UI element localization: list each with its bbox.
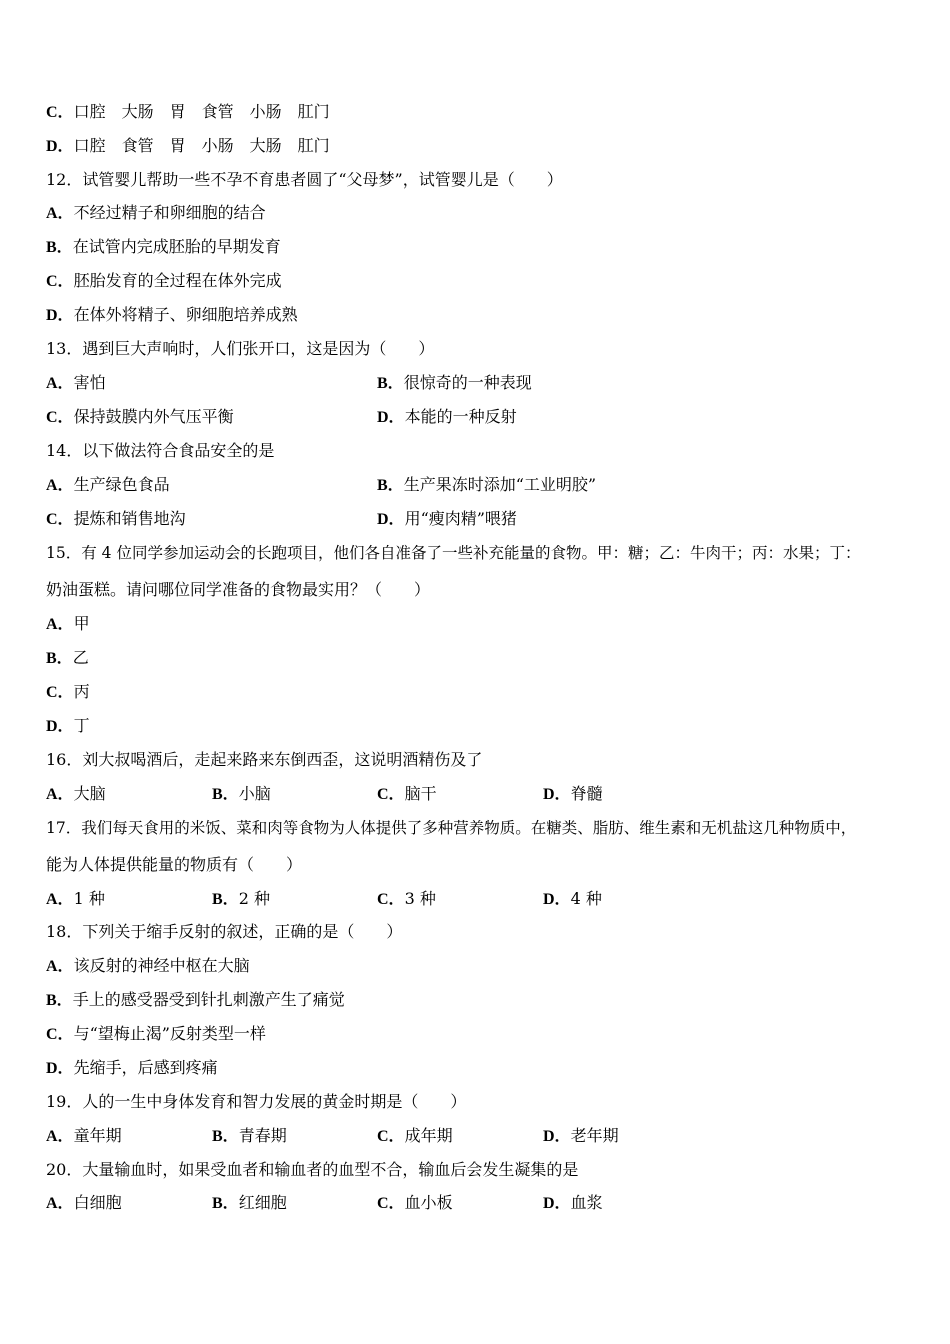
q16-option-b	[212, 784, 271, 804]
option-text: 生产果冻时添加“工业明胶”	[403, 475, 597, 494]
q15-option-a	[46, 614, 90, 634]
option-letter: D．	[377, 511, 405, 528]
q20-option-c	[377, 1193, 453, 1213]
option-text: 生产绿色食品	[73, 475, 170, 494]
option-letter: B．	[46, 239, 73, 256]
option-text: 提炼和销售地沟	[73, 509, 186, 528]
q16-option-c	[377, 784, 437, 804]
option-letter: C．	[377, 786, 405, 803]
q15-stem-line2: 奶油蛋糕。请问哪位同学准备的食物最实用？（ ）	[46, 580, 431, 599]
option-letter: A．	[46, 786, 74, 803]
option-text: 很惊奇的一种表现	[403, 373, 532, 392]
q17-stem-line2: 能为人体提供能量的物质有（ ）	[46, 855, 303, 874]
option-text: 不经过精子和卵细胞的结合	[73, 203, 266, 222]
option-letter: C．	[377, 891, 405, 908]
q13-option-a	[46, 373, 106, 393]
q18-option-a	[46, 956, 250, 976]
option-letter: A．	[46, 891, 74, 908]
option-letter: C．	[377, 1195, 405, 1212]
option-text: 手上的感受器受到针扎刺激产生了痛觉	[72, 990, 345, 1009]
option-text: 丙	[73, 682, 90, 701]
option-text: 本能的一种反射	[404, 407, 517, 426]
option-letter: C．	[46, 684, 74, 701]
option-text: 口腔 食管 胃 小肠 大肠 肛门	[73, 136, 330, 155]
q12-option-d	[46, 305, 298, 325]
option-letter: A．	[46, 616, 74, 633]
option-letter: B．	[377, 375, 404, 392]
q15-stem-line1: 15．有 4 位同学参加运动会的长跑项目，他们各自准备了一些补充能量的食物。甲：糖；乙：牛肉干；丙：水果；丁：	[46, 544, 861, 562]
q14-option-c	[46, 509, 186, 529]
option-letter: B．	[377, 477, 404, 494]
q18-option-d	[46, 1058, 218, 1078]
option-text: 丁	[73, 716, 90, 735]
q13-option-c	[46, 407, 234, 427]
option-letter: C．	[46, 409, 74, 426]
option-letter: A．	[46, 205, 74, 222]
option-letter: D．	[46, 718, 74, 735]
q15-option-c	[46, 682, 90, 702]
q13-stem: 13．遇到巨大声响时，人们张开口，这是因为（ ）	[46, 339, 435, 358]
option-letter: A．	[46, 375, 74, 392]
option-letter: A．	[46, 1195, 74, 1212]
option-letter: D．	[377, 409, 405, 426]
option-text: 口腔 大肠 胃 食管 小肠 肛门	[73, 102, 330, 121]
option-letter: A．	[46, 477, 74, 494]
option-letter: D．	[46, 1060, 74, 1077]
option-text: 童年期	[73, 1126, 122, 1145]
q16-stem: 16．刘大叔喝酒后，走起来路来东倒西歪，这说明酒精伤及了	[46, 750, 483, 769]
q15-option-b	[46, 648, 89, 668]
option-text: 白细胞	[73, 1193, 122, 1212]
q20-option-d	[543, 1193, 603, 1213]
option-text: 青春期	[238, 1126, 287, 1145]
q19-option-a	[46, 1126, 122, 1146]
q17-option-d	[543, 889, 602, 909]
option-text: 在试管内完成胚胎的早期发育	[72, 237, 281, 256]
q17-option-c	[377, 889, 436, 909]
option-text: 2 种	[238, 889, 270, 908]
option-letter: D．	[46, 307, 74, 324]
q11-option-d	[46, 136, 330, 156]
option-text: 与“望梅止渴”反射类型一样	[73, 1024, 266, 1043]
q17-option-a	[46, 889, 105, 909]
option-letter: D．	[543, 1128, 571, 1145]
option-text: 血小板	[404, 1193, 453, 1212]
option-letter: C．	[46, 104, 74, 121]
q17-stem-line1: 17．我们每天食用的米饭、菜和肉等食物为人体提供了多种营养物质。在糖类、脂肪、维生素和无机盐这几种物质中，	[46, 819, 857, 837]
option-letter: C．	[377, 1128, 405, 1145]
q20-option-a	[46, 1193, 122, 1213]
q16-option-a	[46, 784, 106, 804]
option-text: 血浆	[570, 1193, 603, 1212]
q12-option-c	[46, 271, 282, 291]
option-text: 乙	[72, 648, 89, 667]
option-text: 先缩手，后感到疼痛	[73, 1058, 218, 1077]
option-text: 4 种	[570, 889, 602, 908]
option-text: 红细胞	[238, 1193, 287, 1212]
q11-option-c	[46, 102, 330, 122]
option-text: 该反射的神经中枢在大脑	[73, 956, 250, 975]
option-letter: B．	[46, 650, 73, 667]
option-letter: B．	[212, 1128, 239, 1145]
option-letter: B．	[212, 1195, 239, 1212]
option-letter: C．	[46, 273, 74, 290]
option-letter: A．	[46, 1128, 74, 1145]
option-letter: D．	[543, 891, 571, 908]
option-text: 胚胎发育的全过程在体外完成	[73, 271, 282, 290]
option-text: 在体外将精子、卵细胞培养成熟	[73, 305, 298, 324]
option-text: 脑干	[404, 784, 437, 803]
option-text: 成年期	[404, 1126, 453, 1145]
option-text: 脊髓	[570, 784, 603, 803]
q19-option-d	[543, 1126, 619, 1146]
q12-option-b	[46, 237, 281, 257]
q14-option-a	[46, 475, 170, 495]
option-text: 甲	[73, 614, 90, 633]
q17-option-b	[212, 889, 270, 909]
q19-option-c	[377, 1126, 453, 1146]
q20-stem: 20．大量输血时，如果受血者和输血者的血型不合，输血后会发生凝集的是	[46, 1160, 579, 1179]
option-letter: B．	[46, 992, 73, 1009]
q15-option-d	[46, 716, 90, 736]
option-letter: C．	[46, 1026, 74, 1043]
q13-option-b	[377, 373, 532, 393]
q16-option-d	[543, 784, 603, 804]
option-text: 保持鼓膜内外气压平衡	[73, 407, 234, 426]
option-text: 害怕	[73, 373, 106, 392]
q14-option-b	[377, 475, 596, 495]
option-text: 1 种	[73, 889, 105, 908]
option-text: 大脑	[73, 784, 106, 803]
option-letter: B．	[212, 891, 239, 908]
q13-option-d	[377, 407, 517, 427]
option-letter: D．	[543, 786, 571, 803]
q12-stem: 12．试管婴儿帮助一些不孕不育患者圆了“父母梦”，试管婴儿是（ ）	[46, 170, 563, 189]
q18-stem: 18．下列关于缩手反射的叙述，正确的是（ ）	[46, 922, 403, 941]
q19-stem: 19．人的一生中身体发育和智力发展的黄金时期是（ ）	[46, 1092, 467, 1111]
option-letter: D．	[46, 138, 74, 155]
q18-option-b	[46, 990, 345, 1010]
q19-option-b	[212, 1126, 287, 1146]
q18-option-c	[46, 1024, 266, 1044]
option-text: 老年期	[570, 1126, 619, 1145]
option-letter: D．	[543, 1195, 571, 1212]
option-text: 用“瘦肉精”喂猪	[404, 509, 517, 528]
option-letter: A．	[46, 958, 74, 975]
option-text: 小脑	[238, 784, 271, 803]
option-letter: C．	[46, 511, 74, 528]
q14-option-d	[377, 509, 517, 529]
q14-stem: 14．以下做法符合食品安全的是	[46, 441, 275, 460]
option-text: 3 种	[404, 889, 436, 908]
option-letter: B．	[212, 786, 239, 803]
q20-option-b	[212, 1193, 287, 1213]
q12-option-a	[46, 203, 266, 223]
